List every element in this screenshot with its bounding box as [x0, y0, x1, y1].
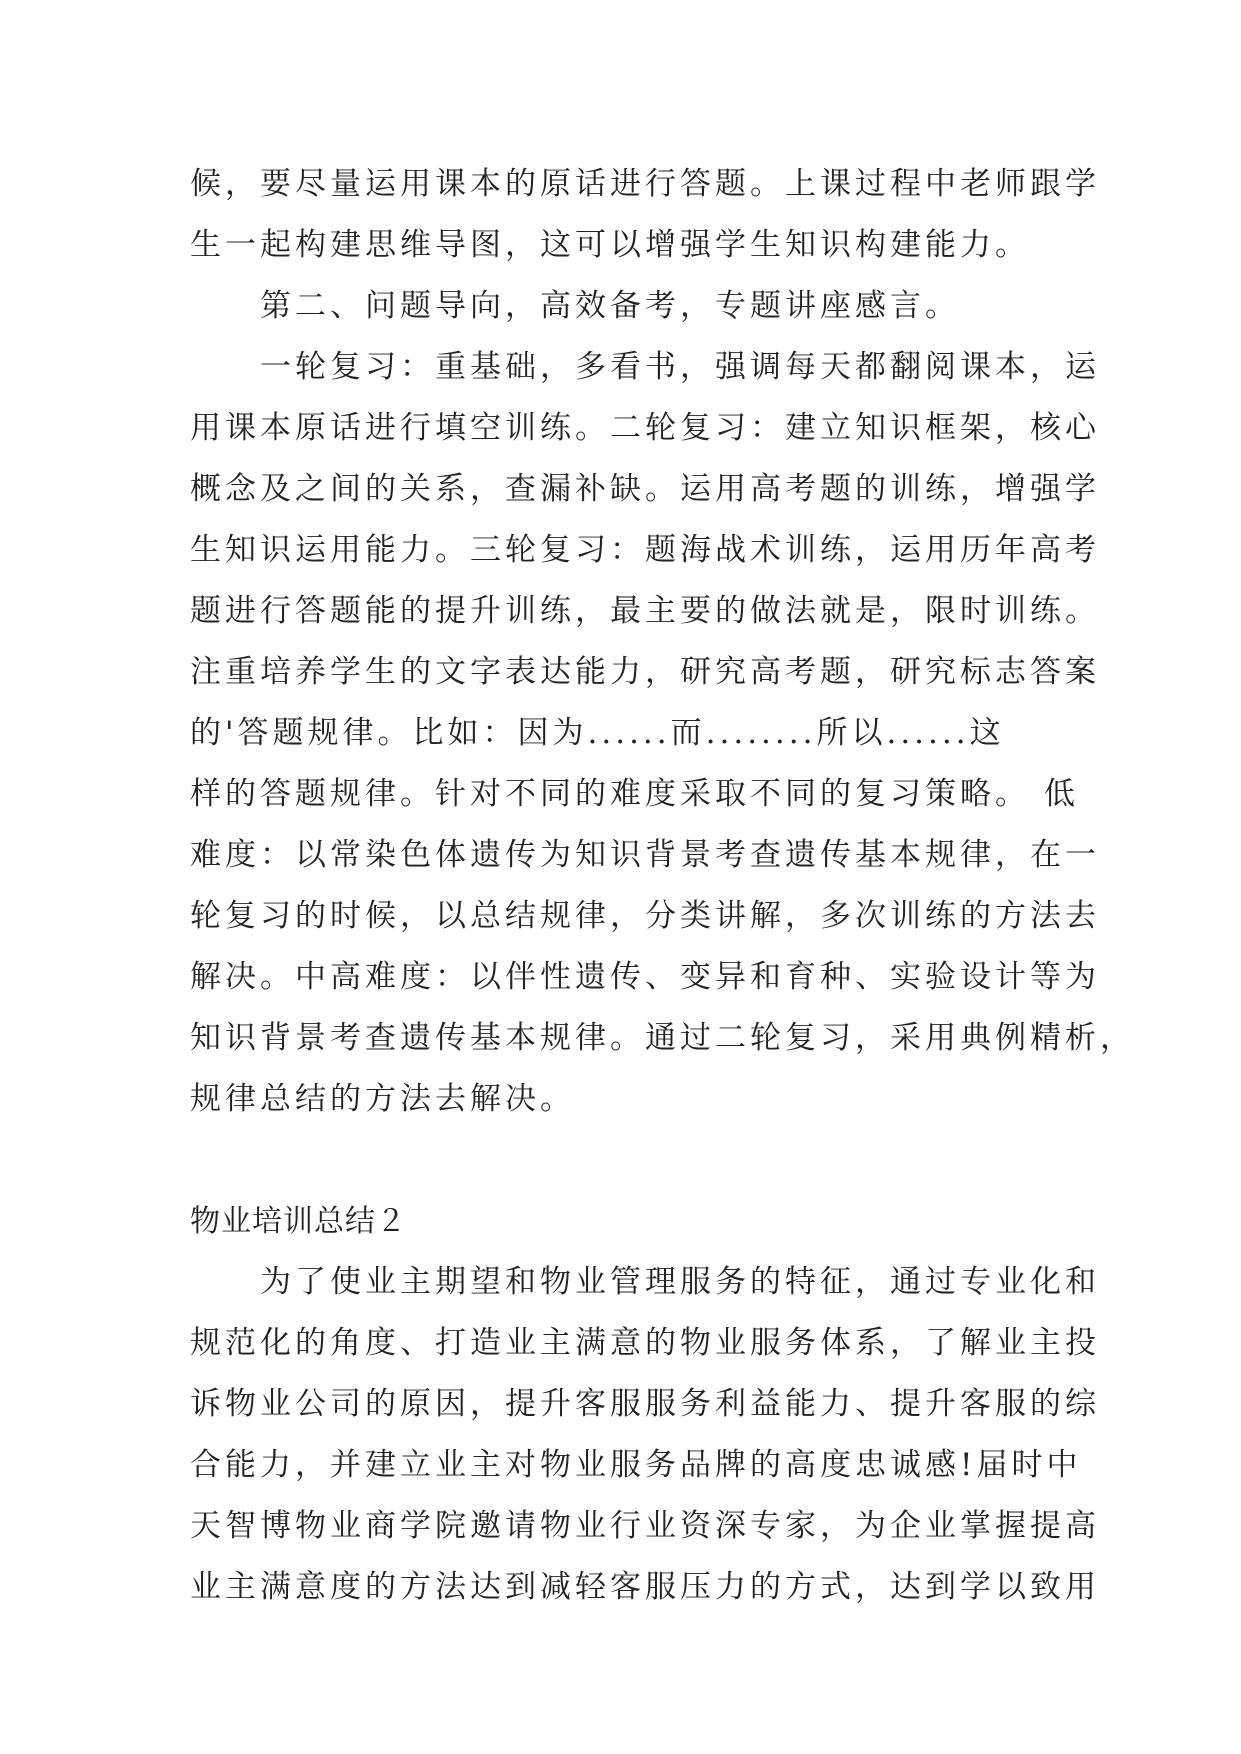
text-line: 规范化的角度、打造业主满意的物业服务体系，了解业主投 [190, 1325, 1100, 1361]
text-line: 规律总结的方法去解决。 [190, 1081, 575, 1117]
document-body [190, 154, 1135, 1618]
section-spacer [190, 1130, 1070, 1191]
text-line: 知识背景考查遗传基本规律。通过二轮复习，采用典例精析， [190, 1020, 1135, 1056]
text-line: 用课本原话进行填空训练。二轮复习：建立知识框架，核心 [190, 410, 1100, 446]
text-line: 难度：以常染色体遗传为知识背景考查遗传基本规律，在一 [190, 837, 1100, 873]
text-line: 为了使业主期望和物业管理服务的特征，通过专业化和 [190, 1264, 1100, 1300]
paragraph-block-1 [190, 154, 1135, 1130]
text-line: 生知识运用能力。三轮复习：题海战术训练，运用历年高考 [190, 532, 1100, 568]
text-line: 注重培养学生的文字表达能力，研究高考题，研究标志答案 [190, 654, 1100, 690]
text-line: 诉物业公司的原因，提升客服服务利益能力、提升客服的综 [190, 1386, 1100, 1422]
text-line: 样的答题规律。针对不同的难度采取不同的复习策略。 低 [190, 776, 1079, 812]
text-line: 题进行答题能的提升训练，最主要的做法就是，限时训练。 [190, 593, 1100, 629]
text-line: 一轮复习：重基础，多看书，强调每天都翻阅课本，运 [190, 349, 1100, 385]
text-line: 候，要尽量运用课本的原话进行答题。上课过程中老师跟学 [190, 166, 1100, 202]
text-line: 天智博物业商学院邀请物业行业资深专家，为企业掌握提高 [190, 1508, 1100, 1544]
text-line: 第二、问题导向，高效备考，专题讲座感言。 [190, 288, 960, 324]
text-line: 轮复习的时候，以总结规律，分类讲解，多次训练的方法去 [190, 898, 1100, 934]
paragraph-block-2 [190, 1252, 1100, 1618]
section-title: 物业培训总结２ [190, 1204, 407, 1239]
text-line: 业主满意度的方法达到减轻客服压力的方式，达到学以致用 [190, 1569, 1100, 1605]
text-line: 概念及之间的关系，查漏补缺。运用高考题的训练，增强学 [190, 471, 1100, 507]
text-line: 生一起构建思维导图，这可以增强学生知识构建能力。 [190, 227, 1030, 263]
text-line: 合能力，并建立业主对物业服务品牌的高度忠诚感!届时中 [190, 1447, 1082, 1483]
text-line: 解决。中高难度：以伴性遗传、变异和育种、实验设计等为 [190, 959, 1100, 995]
text-line: 的'答题规律。比如：因为......而........所以......这 [190, 715, 1005, 751]
